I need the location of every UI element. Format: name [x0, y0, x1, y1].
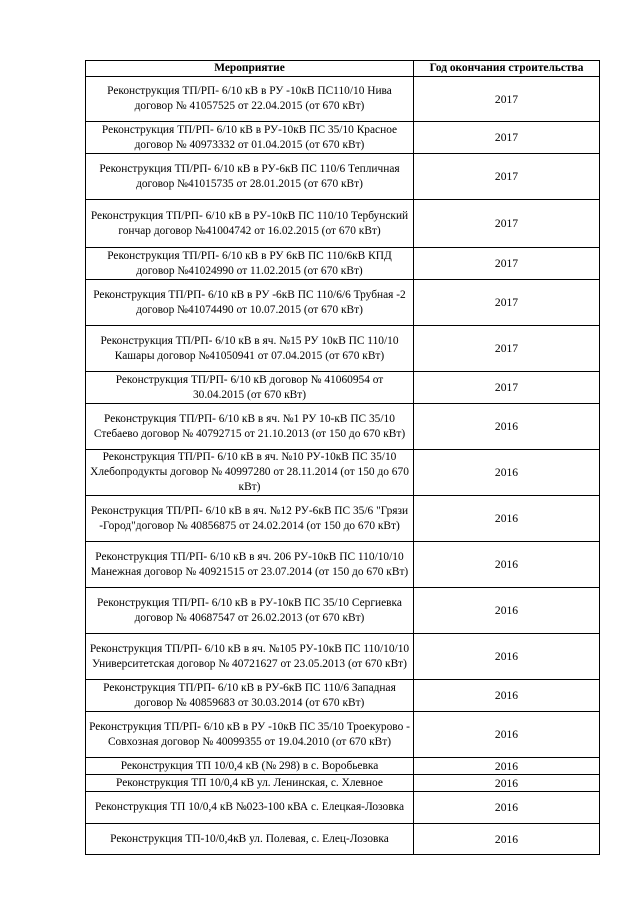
event-cell: Реконструкция ТП/РП- 6/10 кВ в РУ 6кВ ПС 110/6кВ КПД договор №41024990 от 11.02.2015 (от 670 кВт)	[86, 248, 414, 280]
construction-table	[85, 60, 600, 855]
year-cell: 2017	[414, 326, 600, 372]
table-row	[86, 122, 600, 154]
event-cell: Реконструкция ТП/РП- 6/10 кВ в яч. 206 РУ-10кВ ПС 110/10/10 Манежная договор № 40921515 от 23.07.2014 (от 150 до 670 кВт)	[86, 542, 414, 588]
year-cell: 2016	[414, 712, 600, 758]
event-cell: Реконструкция ТП-10/0,4кВ ул. Полевая, с. Елец-Лозовка	[86, 824, 414, 855]
year-cell: 2017	[414, 372, 600, 404]
table-row	[86, 634, 600, 680]
event-cell: Реконструкция ТП/РП- 6/10 кВ договор № 41060954 от 30.04.2015 (от 670 кВт)	[86, 372, 414, 404]
event-cell: Реконструкция ТП/РП- 6/10 кВ в яч. №105 РУ-10кВ ПС 110/10/10 Университетская договор № 40721627 от 23.05.2013 (от 670 кВт)	[86, 634, 414, 680]
year-cell: 2016	[414, 542, 600, 588]
year-cell: 2017	[414, 200, 600, 248]
table-row	[86, 77, 600, 122]
year-cell: 2017	[414, 77, 600, 122]
table-row	[86, 154, 600, 200]
table-header-row	[86, 61, 600, 77]
event-cell: Реконструкция ТП 10/0,4 кВ (№ 298) в с. Воробьевка	[86, 758, 414, 775]
event-cell: Реконструкция ТП/РП- 6/10 кВ в яч. №15 РУ 10кВ ПС 110/10 Кашары договор №41050941 от 07.04.2015 (от 670 кВт)	[86, 326, 414, 372]
table-row	[86, 824, 600, 855]
table-row	[86, 372, 600, 404]
table-row	[86, 588, 600, 634]
year-cell: 2016	[414, 634, 600, 680]
year-cell: 2017	[414, 248, 600, 280]
event-cell: Реконструкция ТП/РП- 6/10 кВ в РУ-10кВ ПС 35/10 Красное договор № 40973332 от 01.04.2015 (от 670 кВт)	[86, 122, 414, 154]
event-cell: Реконструкция ТП/РП- 6/10 кВ в РУ -6кВ ПС 110/6/6 Трубная -2 договор №41074490 от 10.07.2015 (от 670 кВт)	[86, 280, 414, 326]
year-cell: 2016	[414, 792, 600, 824]
table-row	[86, 404, 600, 450]
table-row	[86, 792, 600, 824]
year-cell: 2016	[414, 775, 600, 792]
year-cell: 2017	[414, 280, 600, 326]
table-row	[86, 280, 600, 326]
year-cell: 2017	[414, 122, 600, 154]
table-row	[86, 326, 600, 372]
event-cell: Реконструкция ТП/РП- 6/10 кВ в РУ-10кВ ПС 110/10 Тербунский гончар договор №41004742 от 16.02.2015 (от 670 кВт)	[86, 200, 414, 248]
year-cell: 2016	[414, 824, 600, 855]
event-cell: Реконструкция ТП 10/0,4 кВ №023-100 кВА с. Елецкая-Лозовка	[86, 792, 414, 824]
header-event: Мероприятие	[86, 61, 414, 77]
table-row	[86, 758, 600, 775]
table-row	[86, 450, 600, 496]
table-row	[86, 712, 600, 758]
year-cell: 2016	[414, 404, 600, 450]
year-cell: 2017	[414, 154, 600, 200]
table-row	[86, 775, 600, 792]
year-cell: 2016	[414, 588, 600, 634]
event-cell: Реконструкция ТП/РП- 6/10 кВ в РУ-10кВ ПС 35/10 Сергиевка договор № 40687547 от 26.02.2013 (от 670 кВт)	[86, 588, 414, 634]
header-year: Год окончания строительства	[414, 61, 600, 77]
table-row	[86, 542, 600, 588]
year-cell: 2016	[414, 496, 600, 542]
table-row	[86, 248, 600, 280]
event-cell: Реконструкция ТП 10/0,4 кВ ул. Ленинская, с. Хлевное	[86, 775, 414, 792]
table-row	[86, 200, 600, 248]
event-cell: Реконструкция ТП/РП- 6/10 кВ в яч. №1 РУ 10-кВ ПС 35/10 Стебаево договор № 40792715 от 21.10.2013 (от 150 до 670 кВт)	[86, 404, 414, 450]
table-row	[86, 680, 600, 712]
event-cell: Реконструкция ТП/РП- 6/10 кВ в РУ -10кВ ПС 35/10 Троекурово - Совхозная договор № 40099355 от 19.04.2010 (от 670 кВт)	[86, 712, 414, 758]
event-cell: Реконструкция ТП/РП- 6/10 кВ в РУ -10кВ ПС110/10 Нива договор № 41057525 от 22.04.2015 (от 670 кВт)	[86, 77, 414, 122]
event-cell: Реконструкция ТП/РП- 6/10 кВ в яч. №12 РУ-6кВ ПС 35/6 "Грязи -Город"договор № 40856875 от 24.02.2014 (от 150 до 670 кВт)	[86, 496, 414, 542]
event-cell: Реконструкция ТП/РП- 6/10 кВ в РУ-6кВ ПС 110/6 Тепличная договор №41015735 от 28.01.2015 (от 670 кВт)	[86, 154, 414, 200]
year-cell: 2016	[414, 450, 600, 496]
year-cell: 2016	[414, 680, 600, 712]
year-cell: 2016	[414, 758, 600, 775]
table-row	[86, 496, 600, 542]
event-cell: Реконструкция ТП/РП- 6/10 кВ в РУ-6кВ ПС 110/6 Западная договор № 40859683 от 30.03.2014 (от 670 кВт)	[86, 680, 414, 712]
event-cell: Реконструкция ТП/РП- 6/10 кВ в яч. №10 РУ-10кВ ПС 35/10 Хлебопродукты договор № 40997280 от 28.11.2014 (от 150 до 670 кВт)	[86, 450, 414, 496]
